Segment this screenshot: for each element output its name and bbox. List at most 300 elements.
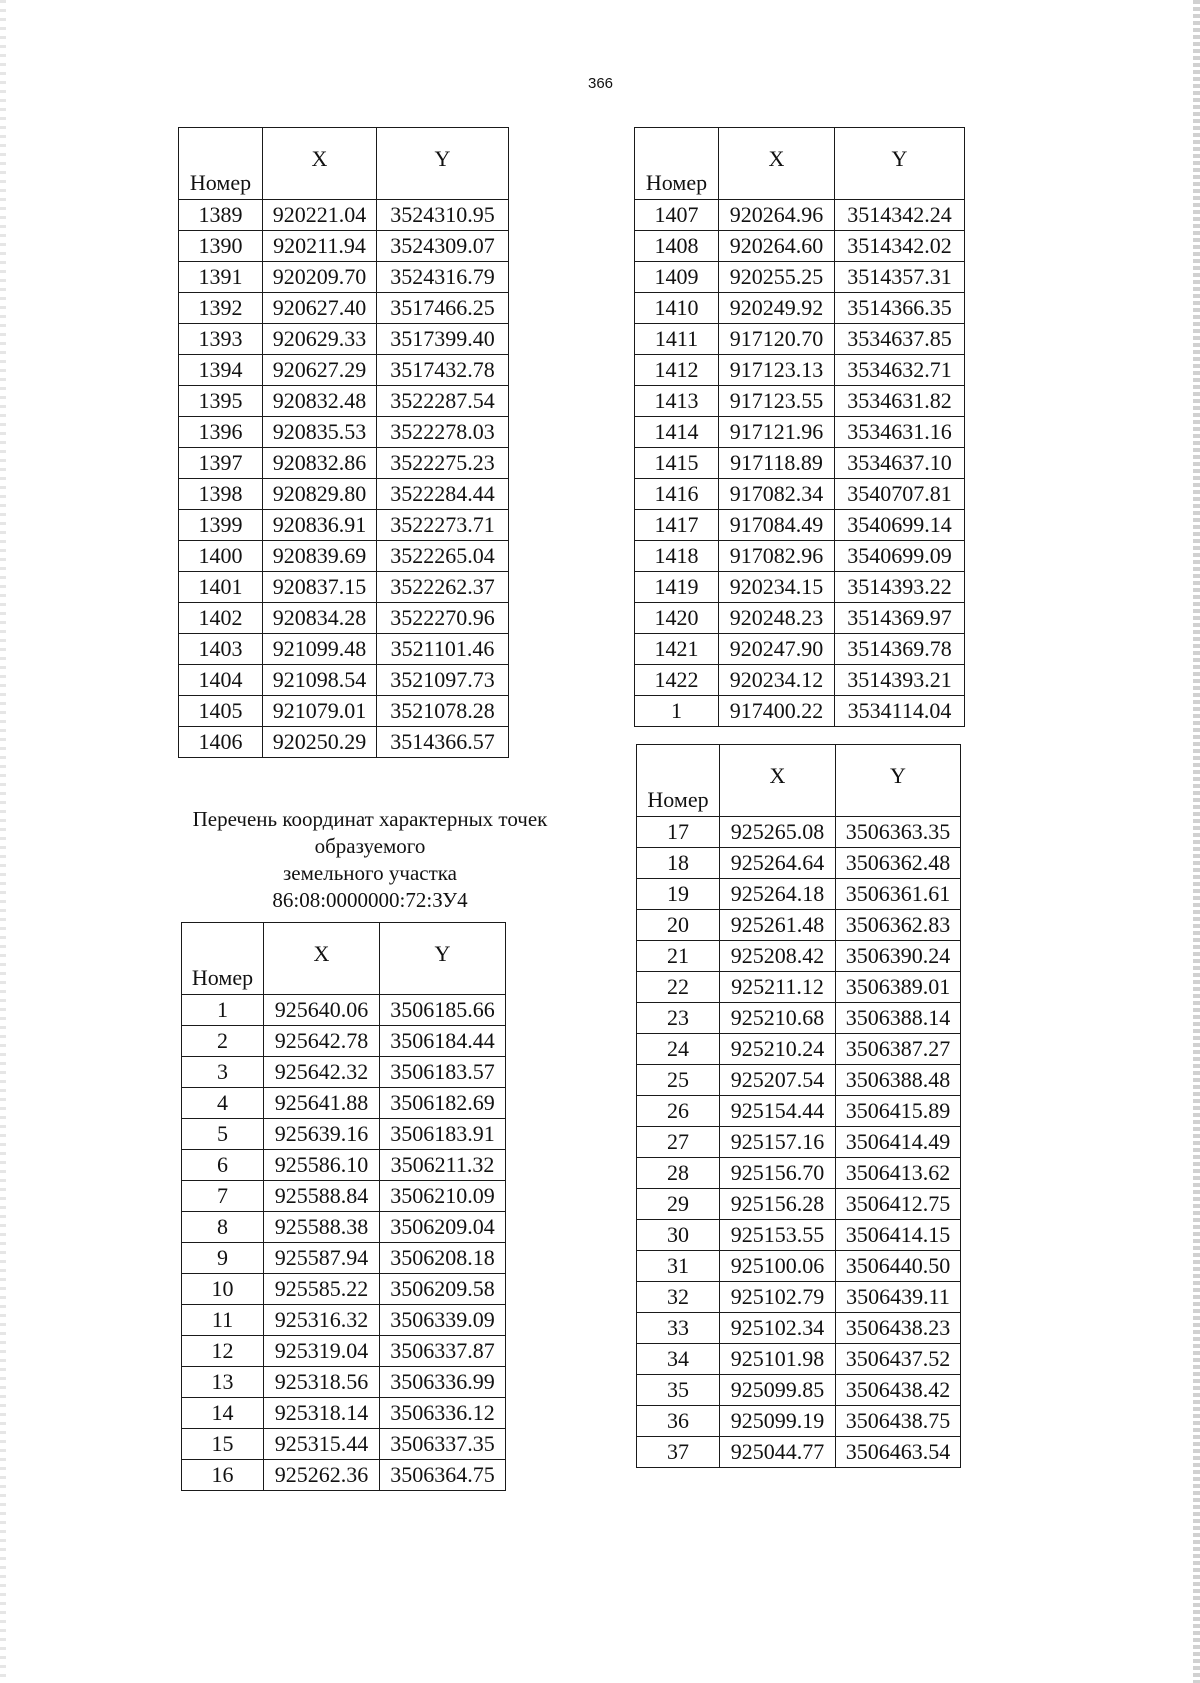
caption-line-3: земельного участка xyxy=(283,861,457,885)
x-coordinate-cell: 920834.28 xyxy=(263,603,377,634)
y-coordinate-cell: 3506364.75 xyxy=(380,1460,506,1491)
table-row xyxy=(182,1274,506,1305)
y-coordinate-cell: 3524309.07 xyxy=(377,231,509,262)
point-number-cell: 37 xyxy=(637,1437,720,1468)
x-coordinate-cell: 921098.54 xyxy=(263,665,377,696)
x-coordinate-cell: 925316.32 xyxy=(264,1305,380,1336)
table-row xyxy=(179,262,509,293)
coordinates-table-b xyxy=(634,127,965,727)
x-coordinate-cell: 917120.70 xyxy=(719,324,835,355)
y-coordinate-cell: 3506336.12 xyxy=(380,1398,506,1429)
x-coordinate-cell: 920264.60 xyxy=(719,231,835,262)
x-coordinate-cell: 925264.64 xyxy=(720,848,836,879)
column-header-y: Y xyxy=(377,128,509,200)
point-number-cell: 1399 xyxy=(179,510,263,541)
point-number-cell: 1411 xyxy=(635,324,719,355)
y-coordinate-cell: 3506437.52 xyxy=(836,1344,961,1375)
x-coordinate-cell: 917084.49 xyxy=(719,510,835,541)
x-coordinate-cell: 925640.06 xyxy=(264,995,380,1026)
point-number-cell: 10 xyxy=(182,1274,264,1305)
y-coordinate-cell: 3506209.04 xyxy=(380,1212,506,1243)
column-header-x: X xyxy=(719,128,835,200)
y-coordinate-cell: 3524316.79 xyxy=(377,262,509,293)
y-coordinate-cell: 3506414.15 xyxy=(836,1220,961,1251)
table-row xyxy=(635,541,965,572)
table-row xyxy=(179,510,509,541)
point-number-cell: 1404 xyxy=(179,665,263,696)
x-coordinate-cell: 920629.33 xyxy=(263,324,377,355)
x-coordinate-cell: 920832.48 xyxy=(263,386,377,417)
point-number-cell: 1410 xyxy=(635,293,719,324)
table-row xyxy=(637,1220,961,1251)
table-row xyxy=(635,479,965,510)
x-coordinate-cell: 925210.24 xyxy=(720,1034,836,1065)
point-number-cell: 36 xyxy=(637,1406,720,1437)
y-coordinate-cell: 3521097.73 xyxy=(377,665,509,696)
column-header-y: Y xyxy=(835,128,965,200)
point-number-cell: 9 xyxy=(182,1243,264,1274)
point-number-cell: 1401 xyxy=(179,572,263,603)
x-coordinate-cell: 917123.13 xyxy=(719,355,835,386)
point-number-cell: 1421 xyxy=(635,634,719,665)
table-row xyxy=(635,355,965,386)
x-coordinate-cell: 921099.48 xyxy=(263,634,377,665)
y-coordinate-cell: 3506339.09 xyxy=(380,1305,506,1336)
point-number-cell: 33 xyxy=(637,1313,720,1344)
x-coordinate-cell: 925154.44 xyxy=(720,1096,836,1127)
y-coordinate-cell: 3506209.58 xyxy=(380,1274,506,1305)
point-number-cell: 1395 xyxy=(179,386,263,417)
y-coordinate-cell: 3506336.99 xyxy=(380,1367,506,1398)
table-row xyxy=(635,603,965,634)
y-coordinate-cell: 3514357.31 xyxy=(835,262,965,293)
x-coordinate-cell: 925319.04 xyxy=(264,1336,380,1367)
y-coordinate-cell: 3524310.95 xyxy=(377,200,509,231)
table-row xyxy=(635,293,965,324)
caption-line-1: Перечень координат характерных точек xyxy=(192,807,548,831)
x-coordinate-cell: 925641.88 xyxy=(264,1088,380,1119)
y-coordinate-cell: 3506439.11 xyxy=(836,1282,961,1313)
point-number-cell: 1403 xyxy=(179,634,263,665)
point-number-cell: 20 xyxy=(637,910,720,941)
point-number-cell: 1398 xyxy=(179,479,263,510)
y-coordinate-cell: 3506337.35 xyxy=(380,1429,506,1460)
point-number-cell: 15 xyxy=(182,1429,264,1460)
table-row xyxy=(637,1437,961,1468)
x-coordinate-cell: 925100.06 xyxy=(720,1251,836,1282)
point-number-cell: 1396 xyxy=(179,417,263,448)
coordinates-table-a xyxy=(178,127,509,758)
table-row xyxy=(635,200,965,231)
point-number-cell: 1422 xyxy=(635,665,719,696)
point-number-cell: 1418 xyxy=(635,541,719,572)
table-row xyxy=(635,231,965,262)
y-coordinate-cell: 3506363.35 xyxy=(836,817,961,848)
point-number-cell: 22 xyxy=(637,972,720,1003)
table-row xyxy=(635,665,965,696)
point-number-cell: 32 xyxy=(637,1282,720,1313)
table-row xyxy=(179,200,509,231)
caption-parcel-number: 86:08:0000000:72:ЗУ4 xyxy=(272,888,468,912)
point-number-cell: 1414 xyxy=(635,417,719,448)
coordinates-table-c xyxy=(181,922,506,1491)
table-row xyxy=(635,262,965,293)
y-coordinate-cell: 3522273.71 xyxy=(377,510,509,541)
table-row xyxy=(179,572,509,603)
table-row xyxy=(635,510,965,541)
point-number-cell: 1407 xyxy=(635,200,719,231)
table-row xyxy=(182,1088,506,1119)
y-coordinate-cell: 3506361.61 xyxy=(836,879,961,910)
x-coordinate-cell: 920836.91 xyxy=(263,510,377,541)
table-row xyxy=(635,417,965,448)
y-coordinate-cell: 3540707.81 xyxy=(835,479,965,510)
table-row xyxy=(182,1305,506,1336)
x-coordinate-cell: 925102.34 xyxy=(720,1313,836,1344)
y-coordinate-cell: 3534114.04 xyxy=(835,696,965,727)
table-row xyxy=(182,1150,506,1181)
y-coordinate-cell: 3506337.87 xyxy=(380,1336,506,1367)
y-coordinate-cell: 3506438.42 xyxy=(836,1375,961,1406)
parcel-caption xyxy=(170,806,570,914)
point-number-cell: 1 xyxy=(182,995,264,1026)
table-row xyxy=(637,1375,961,1406)
table-row xyxy=(635,634,965,665)
table-row xyxy=(635,324,965,355)
x-coordinate-cell: 925156.70 xyxy=(720,1158,836,1189)
table-row xyxy=(179,696,509,727)
point-number-cell: 16 xyxy=(182,1460,264,1491)
coordinates-table-d xyxy=(636,744,961,1468)
point-number-cell: 30 xyxy=(637,1220,720,1251)
table-row xyxy=(637,1096,961,1127)
point-number-cell: 1413 xyxy=(635,386,719,417)
column-header-number: Номер xyxy=(635,128,719,200)
y-coordinate-cell: 3506208.18 xyxy=(380,1243,506,1274)
x-coordinate-cell: 925261.48 xyxy=(720,910,836,941)
y-coordinate-cell: 3514366.57 xyxy=(377,727,509,758)
table-row xyxy=(182,1243,506,1274)
point-number-cell: 1402 xyxy=(179,603,263,634)
y-coordinate-cell: 3514393.21 xyxy=(835,665,965,696)
table-row xyxy=(637,1127,961,1158)
table-row xyxy=(179,417,509,448)
x-coordinate-cell: 925157.16 xyxy=(720,1127,836,1158)
y-coordinate-cell: 3540699.14 xyxy=(835,510,965,541)
table-row xyxy=(637,1158,961,1189)
page-number: 366 xyxy=(588,75,614,92)
y-coordinate-cell: 3534637.85 xyxy=(835,324,965,355)
y-coordinate-cell: 3522287.54 xyxy=(377,386,509,417)
point-number-cell: 1394 xyxy=(179,355,263,386)
y-coordinate-cell: 3506415.89 xyxy=(836,1096,961,1127)
x-coordinate-cell: 920249.92 xyxy=(719,293,835,324)
x-coordinate-cell: 920234.12 xyxy=(719,665,835,696)
x-coordinate-cell: 920835.53 xyxy=(263,417,377,448)
x-coordinate-cell: 925587.94 xyxy=(264,1243,380,1274)
y-coordinate-cell: 3514369.97 xyxy=(835,603,965,634)
y-coordinate-cell: 3506388.14 xyxy=(836,1003,961,1034)
table-row xyxy=(182,1119,506,1150)
x-coordinate-cell: 920247.90 xyxy=(719,634,835,665)
table-row xyxy=(182,1367,506,1398)
y-coordinate-cell: 3506210.09 xyxy=(380,1181,506,1212)
y-coordinate-cell: 3521078.28 xyxy=(377,696,509,727)
point-number-cell: 29 xyxy=(637,1189,720,1220)
x-coordinate-cell: 920221.04 xyxy=(263,200,377,231)
point-number-cell: 1406 xyxy=(179,727,263,758)
x-coordinate-cell: 920837.15 xyxy=(263,572,377,603)
point-number-cell: 1416 xyxy=(635,479,719,510)
point-number-cell: 11 xyxy=(182,1305,264,1336)
x-coordinate-cell: 920234.15 xyxy=(719,572,835,603)
point-number-cell: 5 xyxy=(182,1119,264,1150)
table-row xyxy=(637,1034,961,1065)
y-coordinate-cell: 3506183.91 xyxy=(380,1119,506,1150)
point-number-cell: 27 xyxy=(637,1127,720,1158)
x-coordinate-cell: 920839.69 xyxy=(263,541,377,572)
table-row xyxy=(637,1003,961,1034)
point-number-cell: 6 xyxy=(182,1150,264,1181)
y-coordinate-cell: 3514369.78 xyxy=(835,634,965,665)
y-coordinate-cell: 3534632.71 xyxy=(835,355,965,386)
table-row xyxy=(179,386,509,417)
point-number-cell: 23 xyxy=(637,1003,720,1034)
point-number-cell: 1 xyxy=(635,696,719,727)
table-row xyxy=(637,1065,961,1096)
x-coordinate-cell: 920248.23 xyxy=(719,603,835,634)
y-coordinate-cell: 3506440.50 xyxy=(836,1251,961,1282)
x-coordinate-cell: 925211.12 xyxy=(720,972,836,1003)
table-row xyxy=(182,1026,506,1057)
point-number-cell: 31 xyxy=(637,1251,720,1282)
point-number-cell: 7 xyxy=(182,1181,264,1212)
point-number-cell: 1391 xyxy=(179,262,263,293)
y-coordinate-cell: 3517466.25 xyxy=(377,293,509,324)
x-coordinate-cell: 917082.96 xyxy=(719,541,835,572)
table-row xyxy=(635,572,965,603)
table-row xyxy=(637,879,961,910)
table-row xyxy=(179,634,509,665)
point-number-cell: 1400 xyxy=(179,541,263,572)
x-coordinate-cell: 925156.28 xyxy=(720,1189,836,1220)
x-coordinate-cell: 920627.40 xyxy=(263,293,377,324)
table-row xyxy=(637,817,961,848)
table-row xyxy=(182,1181,506,1212)
column-header-number: Номер xyxy=(179,128,263,200)
y-coordinate-cell: 3534637.10 xyxy=(835,448,965,479)
y-coordinate-cell: 3514393.22 xyxy=(835,572,965,603)
y-coordinate-cell: 3522262.37 xyxy=(377,572,509,603)
scan-edge-right xyxy=(1193,0,1200,1683)
table-row xyxy=(179,355,509,386)
point-number-cell: 3 xyxy=(182,1057,264,1088)
table-row xyxy=(182,1212,506,1243)
table-row xyxy=(179,727,509,758)
x-coordinate-cell: 920255.25 xyxy=(719,262,835,293)
y-coordinate-cell: 3506362.83 xyxy=(836,910,961,941)
x-coordinate-cell: 925642.78 xyxy=(264,1026,380,1057)
y-coordinate-cell: 3522270.96 xyxy=(377,603,509,634)
point-number-cell: 1408 xyxy=(635,231,719,262)
y-coordinate-cell: 3506185.66 xyxy=(380,995,506,1026)
x-coordinate-cell: 917123.55 xyxy=(719,386,835,417)
point-number-cell: 1393 xyxy=(179,324,263,355)
column-header-y: Y xyxy=(836,745,961,817)
y-coordinate-cell: 3514342.02 xyxy=(835,231,965,262)
y-coordinate-cell: 3522278.03 xyxy=(377,417,509,448)
y-coordinate-cell: 3522275.23 xyxy=(377,448,509,479)
y-coordinate-cell: 3514342.24 xyxy=(835,200,965,231)
x-coordinate-cell: 925262.36 xyxy=(264,1460,380,1491)
table-row xyxy=(179,665,509,696)
x-coordinate-cell: 917121.96 xyxy=(719,417,835,448)
x-coordinate-cell: 920250.29 xyxy=(263,727,377,758)
table-row xyxy=(179,231,509,262)
point-number-cell: 1412 xyxy=(635,355,719,386)
table-row xyxy=(637,910,961,941)
table-row xyxy=(637,972,961,1003)
table-row xyxy=(637,1251,961,1282)
x-coordinate-cell: 925208.42 xyxy=(720,941,836,972)
x-coordinate-cell: 920209.70 xyxy=(263,262,377,293)
y-coordinate-cell: 3506438.75 xyxy=(836,1406,961,1437)
y-coordinate-cell: 3521101.46 xyxy=(377,634,509,665)
y-coordinate-cell: 3517399.40 xyxy=(377,324,509,355)
point-number-cell: 14 xyxy=(182,1398,264,1429)
point-number-cell: 1389 xyxy=(179,200,263,231)
table-row xyxy=(637,1406,961,1437)
x-coordinate-cell: 925642.32 xyxy=(264,1057,380,1088)
x-coordinate-cell: 921079.01 xyxy=(263,696,377,727)
x-coordinate-cell: 925044.77 xyxy=(720,1437,836,1468)
x-coordinate-cell: 925099.19 xyxy=(720,1406,836,1437)
point-number-cell: 1405 xyxy=(179,696,263,727)
y-coordinate-cell: 3506388.48 xyxy=(836,1065,961,1096)
y-coordinate-cell: 3522265.04 xyxy=(377,541,509,572)
y-coordinate-cell: 3506414.49 xyxy=(836,1127,961,1158)
point-number-cell: 25 xyxy=(637,1065,720,1096)
table-row xyxy=(637,941,961,972)
column-header-x: X xyxy=(264,923,380,995)
column-header-x: X xyxy=(720,745,836,817)
x-coordinate-cell: 925264.18 xyxy=(720,879,836,910)
scan-edge-left xyxy=(0,0,6,1683)
x-coordinate-cell: 925639.16 xyxy=(264,1119,380,1150)
point-number-cell: 12 xyxy=(182,1336,264,1367)
x-coordinate-cell: 925585.22 xyxy=(264,1274,380,1305)
x-coordinate-cell: 925101.98 xyxy=(720,1344,836,1375)
table-row xyxy=(182,1057,506,1088)
x-coordinate-cell: 920211.94 xyxy=(263,231,377,262)
x-coordinate-cell: 925315.44 xyxy=(264,1429,380,1460)
y-coordinate-cell: 3506463.54 xyxy=(836,1437,961,1468)
point-number-cell: 28 xyxy=(637,1158,720,1189)
table-row xyxy=(179,479,509,510)
point-number-cell: 26 xyxy=(637,1096,720,1127)
table-row xyxy=(179,448,509,479)
x-coordinate-cell: 917118.89 xyxy=(719,448,835,479)
y-coordinate-cell: 3506387.27 xyxy=(836,1034,961,1065)
x-coordinate-cell: 920832.86 xyxy=(263,448,377,479)
caption-line-2: образуемого xyxy=(314,834,426,858)
y-coordinate-cell: 3506413.62 xyxy=(836,1158,961,1189)
x-coordinate-cell: 925099.85 xyxy=(720,1375,836,1406)
point-number-cell: 1409 xyxy=(635,262,719,293)
x-coordinate-cell: 920829.80 xyxy=(263,479,377,510)
table-row xyxy=(637,1313,961,1344)
column-header-y: Y xyxy=(380,923,506,995)
point-number-cell: 17 xyxy=(637,817,720,848)
column-header-x: X xyxy=(263,128,377,200)
y-coordinate-cell: 3506362.48 xyxy=(836,848,961,879)
y-coordinate-cell: 3506412.75 xyxy=(836,1189,961,1220)
table-row xyxy=(179,293,509,324)
column-header-number: Номер xyxy=(637,745,720,817)
table-row xyxy=(637,1344,961,1375)
point-number-cell: 2 xyxy=(182,1026,264,1057)
y-coordinate-cell: 3506211.32 xyxy=(380,1150,506,1181)
y-coordinate-cell: 3506184.44 xyxy=(380,1026,506,1057)
x-coordinate-cell: 925588.84 xyxy=(264,1181,380,1212)
point-number-cell: 1390 xyxy=(179,231,263,262)
point-number-cell: 34 xyxy=(637,1344,720,1375)
x-coordinate-cell: 917400.22 xyxy=(719,696,835,727)
table-row xyxy=(179,603,509,634)
point-number-cell: 4 xyxy=(182,1088,264,1119)
y-coordinate-cell: 3506438.23 xyxy=(836,1313,961,1344)
point-number-cell: 8 xyxy=(182,1212,264,1243)
point-number-cell: 13 xyxy=(182,1367,264,1398)
x-coordinate-cell: 917082.34 xyxy=(719,479,835,510)
y-coordinate-cell: 3522284.44 xyxy=(377,479,509,510)
point-number-cell: 1397 xyxy=(179,448,263,479)
table-row xyxy=(182,1460,506,1491)
table-row xyxy=(182,1429,506,1460)
point-number-cell: 1419 xyxy=(635,572,719,603)
table-row xyxy=(637,848,961,879)
table-row xyxy=(637,1282,961,1313)
y-coordinate-cell: 3534631.82 xyxy=(835,386,965,417)
point-number-cell: 1420 xyxy=(635,603,719,634)
x-coordinate-cell: 925265.08 xyxy=(720,817,836,848)
y-coordinate-cell: 3506389.01 xyxy=(836,972,961,1003)
x-coordinate-cell: 925153.55 xyxy=(720,1220,836,1251)
x-coordinate-cell: 925102.79 xyxy=(720,1282,836,1313)
point-number-cell: 24 xyxy=(637,1034,720,1065)
x-coordinate-cell: 925318.14 xyxy=(264,1398,380,1429)
x-coordinate-cell: 920627.29 xyxy=(263,355,377,386)
point-number-cell: 19 xyxy=(637,879,720,910)
x-coordinate-cell: 925318.56 xyxy=(264,1367,380,1398)
table-row xyxy=(179,324,509,355)
point-number-cell: 18 xyxy=(637,848,720,879)
y-coordinate-cell: 3506390.24 xyxy=(836,941,961,972)
y-coordinate-cell: 3506183.57 xyxy=(380,1057,506,1088)
y-coordinate-cell: 3506182.69 xyxy=(380,1088,506,1119)
table-row xyxy=(179,541,509,572)
y-coordinate-cell: 3517432.78 xyxy=(377,355,509,386)
table-row xyxy=(182,995,506,1026)
table-row xyxy=(182,1336,506,1367)
table-row xyxy=(182,1398,506,1429)
point-number-cell: 35 xyxy=(637,1375,720,1406)
point-number-cell: 21 xyxy=(637,941,720,972)
x-coordinate-cell: 925588.38 xyxy=(264,1212,380,1243)
point-number-cell: 1417 xyxy=(635,510,719,541)
y-coordinate-cell: 3534631.16 xyxy=(835,417,965,448)
x-coordinate-cell: 925586.10 xyxy=(264,1150,380,1181)
